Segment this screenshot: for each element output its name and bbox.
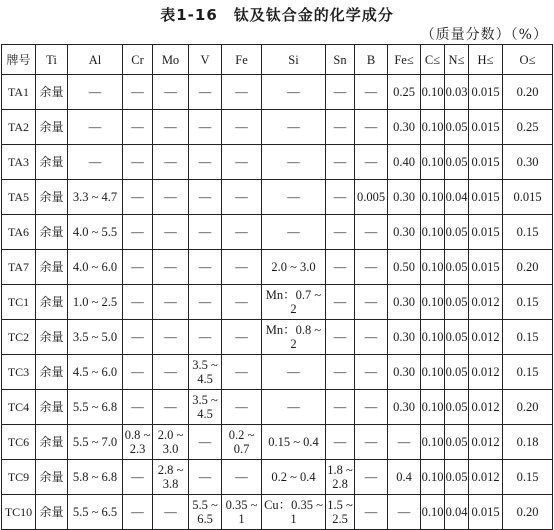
table-cell: 0.005	[355, 180, 388, 215]
grade-cell: TC2	[2, 320, 36, 355]
table-cell: 0.012	[469, 320, 503, 355]
table-cell: 余量	[36, 75, 68, 110]
table-cell: 0.10	[421, 320, 445, 355]
table-cell: 0.50	[388, 250, 421, 285]
table-cell: —	[153, 250, 189, 285]
table-cell: —	[326, 285, 355, 320]
table-cell: Mn：0.8 ~ 2	[262, 320, 326, 355]
table-cell: Cu：0.35 ~ 1	[262, 495, 326, 530]
table-cell: —	[123, 180, 153, 215]
table-cell: —	[355, 355, 388, 390]
grade-cell: TA1	[2, 75, 36, 110]
table-cell: 0.30	[388, 180, 421, 215]
table-cell: —	[153, 180, 189, 215]
table-cell: 0.30	[388, 355, 421, 390]
table-cell: —	[189, 110, 222, 145]
table-cell: —	[326, 355, 355, 390]
table-cell: 0.20	[503, 75, 553, 110]
table-cell: —	[326, 250, 355, 285]
grade-cell: TC10	[2, 495, 36, 530]
column-header: V	[189, 45, 222, 75]
column-header: Mo	[153, 45, 189, 75]
grade-cell: TA5	[2, 180, 36, 215]
table-cell: —	[262, 215, 326, 250]
table-cell: 3.5 ~ 4.5	[189, 390, 222, 425]
table-cell: 0.012	[469, 355, 503, 390]
table-cell: —	[326, 180, 355, 215]
table-cell: 余量	[36, 390, 68, 425]
column-header: Cr	[123, 45, 153, 75]
table-cell: 0.10	[421, 75, 445, 110]
table-cell: —	[222, 145, 262, 180]
table-cell: 0.05	[445, 145, 469, 180]
table-cell: 5.5 ~ 6.5	[68, 495, 123, 530]
table-cell: 0.05	[445, 390, 469, 425]
table-cell: —	[355, 250, 388, 285]
table-cell: —	[355, 145, 388, 180]
table-title: 表1-16 钛及钛合金的化学成分	[160, 6, 394, 24]
table-row	[2, 250, 553, 285]
table-cell: —	[153, 75, 189, 110]
table-cell: —	[153, 145, 189, 180]
table-cell: —	[189, 75, 222, 110]
table-cell: —	[153, 110, 189, 145]
table-cell: 0.2 ~ 0.4	[262, 460, 326, 495]
table-cell: —	[222, 75, 262, 110]
table-cell: 0.04	[445, 180, 469, 215]
table-cell: —	[355, 425, 388, 460]
table-cell: 5.5 ~ 6.5	[189, 495, 222, 530]
table-cell: —	[189, 285, 222, 320]
table-cell: 1.0 ~ 2.5	[68, 285, 123, 320]
grade-cell: TC6	[2, 425, 36, 460]
column-header: Ti	[36, 45, 68, 75]
table-cell: —	[222, 390, 262, 425]
composition-table	[1, 44, 553, 530]
table-cell: —	[262, 390, 326, 425]
table-cell: —	[222, 320, 262, 355]
table-cell: —	[355, 495, 388, 530]
table-cell: —	[189, 180, 222, 215]
table-cell: —	[123, 355, 153, 390]
table-cell: 0.05	[445, 425, 469, 460]
column-header: Sn	[326, 45, 355, 75]
table-cell: —	[189, 145, 222, 180]
table-cell: 0.05	[445, 460, 469, 495]
table-cell: —	[262, 180, 326, 215]
table-cell: —	[123, 110, 153, 145]
table-cell: 余量	[36, 180, 68, 215]
table-cell: —	[189, 250, 222, 285]
grade-cell: TC9	[2, 460, 36, 495]
table-cell: —	[222, 355, 262, 390]
table-cell: —	[222, 110, 262, 145]
table-cell: —	[355, 320, 388, 355]
column-header: B	[355, 45, 388, 75]
table-cell: 0.05	[445, 285, 469, 320]
column-header: 牌号	[2, 45, 36, 75]
table-cell: 4.0 ~ 5.5	[68, 215, 123, 250]
table-cell: 0.10	[421, 390, 445, 425]
table-cell: —	[326, 390, 355, 425]
table-cell: 余量	[36, 215, 68, 250]
grade-cell: TA3	[2, 145, 36, 180]
table-row	[2, 180, 553, 215]
table-cell: 0.15 ~ 0.4	[262, 425, 326, 460]
table-cell: 4.0 ~ 6.0	[68, 250, 123, 285]
table-cell: 0.30	[388, 390, 421, 425]
header-row	[2, 45, 553, 75]
table-cell: —	[123, 215, 153, 250]
grade-cell: TA6	[2, 215, 36, 250]
table-cell: 2.0 ~ 3.0	[153, 425, 189, 460]
table-cell: —	[153, 285, 189, 320]
table-cell: —	[123, 145, 153, 180]
table-cell: 0.15	[503, 460, 553, 495]
table-cell: —	[222, 460, 262, 495]
table-cell: 0.015	[469, 180, 503, 215]
table-cell: —	[153, 495, 189, 530]
table-cell: —	[123, 250, 153, 285]
table-cell: 0.015	[469, 250, 503, 285]
table-cell: 0.30	[388, 320, 421, 355]
table-cell: 0.10	[421, 110, 445, 145]
table-cell: 0.10	[421, 425, 445, 460]
table-row	[2, 460, 553, 495]
table-cell: —	[355, 460, 388, 495]
table-cell: —	[222, 215, 262, 250]
table-cell: 5.8 ~ 6.8	[68, 460, 123, 495]
table-cell: —	[68, 75, 123, 110]
table-cell: 0.15	[503, 320, 553, 355]
table-row	[2, 320, 553, 355]
table-cell: 0.012	[469, 425, 503, 460]
table-cell: 3.5 ~ 5.0	[68, 320, 123, 355]
table-cell: 0.015	[503, 180, 553, 215]
table-cell: 0.03	[445, 75, 469, 110]
table-cell: —	[123, 390, 153, 425]
table-cell: 0.015	[469, 75, 503, 110]
table-row	[2, 75, 553, 110]
column-header: N≤	[445, 45, 469, 75]
table-cell: —	[189, 425, 222, 460]
table-cell: —	[326, 425, 355, 460]
table-cell: 0.15	[503, 215, 553, 250]
table-row	[2, 215, 553, 250]
table-cell: 0.015	[469, 145, 503, 180]
table-cell: 0.25	[388, 75, 421, 110]
table-cell: —	[153, 390, 189, 425]
table-cell: 4.5 ~ 6.0	[68, 355, 123, 390]
table-cell: —	[388, 495, 421, 530]
table-cell: 余量	[36, 145, 68, 180]
table-cell: 3.5 ~ 4.5	[189, 355, 222, 390]
table-cell: 0.012	[469, 285, 503, 320]
table-row	[2, 495, 553, 530]
table-row	[2, 355, 553, 390]
column-header: Al	[68, 45, 123, 75]
table-row	[2, 110, 553, 145]
table-cell: 0.20	[503, 495, 553, 530]
table-cell: 0.2 ~ 0.7	[222, 425, 262, 460]
table-cell: —	[388, 425, 421, 460]
table-cell: 3.3 ~ 4.7	[68, 180, 123, 215]
table-cell: 余量	[36, 110, 68, 145]
table-cell: —	[123, 285, 153, 320]
table-cell: 0.15	[503, 355, 553, 390]
table-row	[2, 285, 553, 320]
table-cell: —	[123, 320, 153, 355]
table-cell: 0.012	[469, 390, 503, 425]
table-cell: —	[123, 460, 153, 495]
table-cell: 0.15	[503, 285, 553, 320]
table-cell: 余量	[36, 250, 68, 285]
table-cell: 2.0 ~ 3.0	[262, 250, 326, 285]
table-row	[2, 425, 553, 460]
table-cell: 0.40	[388, 145, 421, 180]
column-header: H≤	[469, 45, 503, 75]
unit-note: （质量分数）（%）	[420, 27, 548, 43]
table-cell: 0.04	[445, 495, 469, 530]
column-header: Si	[262, 45, 326, 75]
table-cell: 0.35 ~ 1	[222, 495, 262, 530]
table-cell: 0.20	[503, 250, 553, 285]
table-cell: 0.25	[503, 110, 553, 145]
table-cell: —	[189, 460, 222, 495]
table-cell: 1.5 ~ 2.5	[326, 495, 355, 530]
table-cell: 余量	[36, 355, 68, 390]
table-cell: —	[153, 355, 189, 390]
table-cell: —	[123, 75, 153, 110]
table-cell: 0.8 ~ 2.3	[123, 425, 153, 460]
table-cell: —	[326, 320, 355, 355]
table-cell: —	[355, 215, 388, 250]
table-cell: —	[326, 75, 355, 110]
table-cell: —	[355, 110, 388, 145]
table-cell: 余量	[36, 425, 68, 460]
table-cell: 0.015	[469, 110, 503, 145]
column-header: Fe	[222, 45, 262, 75]
table-cell: 0.015	[469, 215, 503, 250]
table-cell: 2.8 ~ 3.8	[153, 460, 189, 495]
table-cell: —	[262, 355, 326, 390]
table-cell: 0.10	[421, 460, 445, 495]
table-cell: —	[262, 110, 326, 145]
table-cell: —	[222, 250, 262, 285]
table-cell: 0.10	[421, 180, 445, 215]
table-cell: —	[68, 145, 123, 180]
table-cell: 0.05	[445, 320, 469, 355]
table-cell: 0.10	[421, 355, 445, 390]
table-cell: 0.05	[445, 250, 469, 285]
table-cell: 余量	[36, 285, 68, 320]
table-row	[2, 390, 553, 425]
table-cell: —	[189, 320, 222, 355]
grade-cell: TA7	[2, 250, 36, 285]
table-cell: 0.30	[388, 215, 421, 250]
table-cell: 0.05	[445, 355, 469, 390]
table-cell: 余量	[36, 460, 68, 495]
grade-cell: TA2	[2, 110, 36, 145]
table-cell: 0.30	[388, 110, 421, 145]
table-cell: —	[222, 285, 262, 320]
table-cell: 5.5 ~ 7.0	[68, 425, 123, 460]
table-cell: 0.20	[503, 390, 553, 425]
grade-cell: TC1	[2, 285, 36, 320]
table-cell: —	[262, 145, 326, 180]
table-row	[2, 145, 553, 180]
table-cell: —	[153, 320, 189, 355]
table-cell: 0.30	[388, 285, 421, 320]
table-cell: —	[123, 495, 153, 530]
table-cell: 0.10	[421, 215, 445, 250]
table-cell: —	[326, 110, 355, 145]
table-cell: 0.18	[503, 425, 553, 460]
table-cell: 0.05	[445, 215, 469, 250]
table-cell: Mn：0.7 ~ 2	[262, 285, 326, 320]
table-cell: 0.10	[421, 250, 445, 285]
table-cell: 0.012	[469, 460, 503, 495]
table-cell: 0.4	[388, 460, 421, 495]
table-cell: 1.8 ~ 2.8	[326, 460, 355, 495]
table-cell: —	[326, 215, 355, 250]
table-cell: —	[222, 180, 262, 215]
column-header: C≤	[421, 45, 445, 75]
table-cell: —	[355, 75, 388, 110]
table-cell: 余量	[36, 495, 68, 530]
column-header: O≤	[503, 45, 553, 75]
table-cell: 5.5 ~ 6.8	[68, 390, 123, 425]
table-cell: —	[355, 285, 388, 320]
table-cell: 0.30	[503, 145, 553, 180]
table-cell: 余量	[36, 320, 68, 355]
table-cell: 0.015	[469, 495, 503, 530]
table-cell: 0.10	[421, 285, 445, 320]
table-cell: —	[326, 145, 355, 180]
table-cell: —	[153, 215, 189, 250]
table-cell: 0.10	[421, 145, 445, 180]
table-cell: 0.05	[445, 110, 469, 145]
grade-cell: TC4	[2, 390, 36, 425]
table-cell: —	[189, 215, 222, 250]
table-cell: —	[68, 110, 123, 145]
table-cell: 0.10	[421, 495, 445, 530]
table-cell: —	[262, 75, 326, 110]
grade-cell: TC3	[2, 355, 36, 390]
table-cell: —	[355, 390, 388, 425]
column-header: Fe≤	[388, 45, 421, 75]
